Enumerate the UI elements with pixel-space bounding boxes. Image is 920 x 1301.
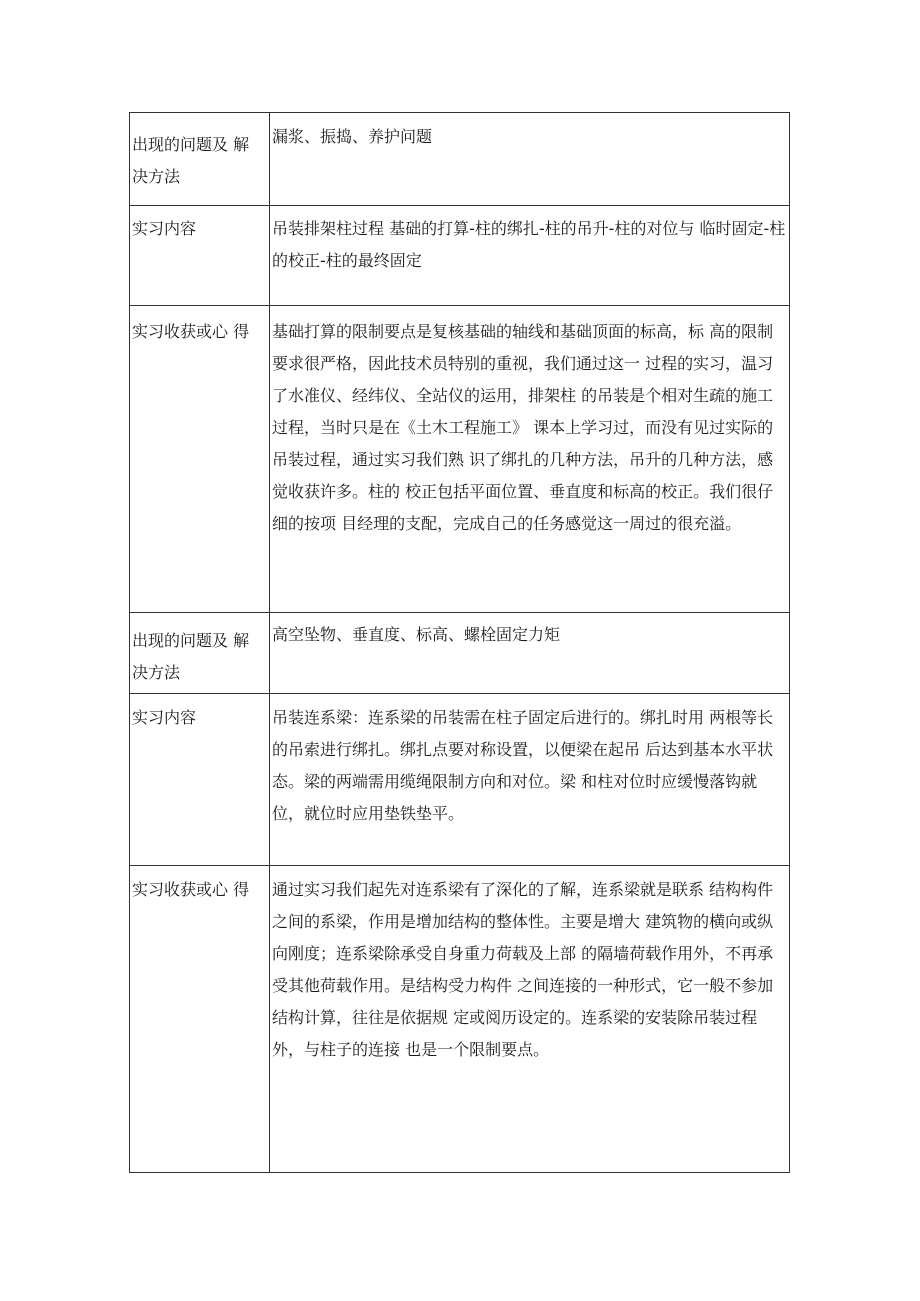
row-label (130, 113, 270, 206)
report-table-container (129, 112, 790, 1173)
internship-report-table (129, 112, 790, 1173)
row-content-text: 通过实习我们起先对连系梁有了深化的了解，连系梁就是联系 结构构件之间的系梁，作用是增加结构的整体性。主要是增大 建筑物的横向或纵向刚度；连系梁除承受自身重力荷载及上部 的隔墙荷载作用外，不再承受其他荷载作用。是结构受力构件 之间连接的一种形式，它一般不参加结构计算，往往是依据规 定或阅历设定的。连系梁的安装除吊装过程外，与柱子的连接 也是一个限制要点。 (272, 880, 774, 1059)
row-content (270, 613, 790, 694)
row-content (270, 306, 790, 613)
row-label-text: 实习收获或心 得 (132, 880, 250, 899)
row-content (270, 866, 790, 1173)
row-label-text: 出现的问题及 解决方法 (132, 135, 250, 186)
row-content-text: 吊装排架柱过程 基础的打算-柱的绑扎-柱的吊升-柱的对位与 临时固定-柱的校正-柱的最终固定 (272, 219, 786, 270)
row-content (270, 694, 790, 866)
row-content-text: 高空坠物、垂直度、标高、螺栓固定力矩 (272, 625, 561, 644)
row-content-text: 吊装连系梁：连系梁的吊装需在柱子固定后进行的。绑扎时用 两根等长的吊索进行绑扎。绑扎点要对称设置，以便梁在起吊 后达到基本水平状态。梁的两端需用缆绳限制方向和对位。梁 和柱对位时应缓慢落钩就位，就位时应用垫铁垫平。 (272, 708, 774, 823)
row-label (130, 306, 270, 613)
row-content-text: 漏浆、振捣、养护问题 (272, 127, 433, 146)
row-content (270, 206, 790, 306)
row-label (130, 206, 270, 306)
row-label (130, 694, 270, 866)
table-row (130, 866, 790, 1173)
row-label-text: 实习内容 (132, 708, 197, 727)
table-row (130, 613, 790, 694)
table-row (130, 113, 790, 206)
row-content (270, 113, 790, 206)
row-label (130, 866, 270, 1173)
table-row (130, 694, 790, 866)
row-label-text: 实习内容 (132, 219, 197, 238)
row-content-text: 基础打算的限制要点是复核基础的轴线和基础顶面的标高，标 高的限制要求很严格，因此技术员特别的重视，我们通过这一 过程的实习，温习了水准仪、经纬仪、全站仪的运用，排架柱 的吊装是个相对生疏的施工过程，当时只是在《土木工程施工》 课本上学习过，而没有见过实际的吊装过程，通过实习我们熟 识了绑扎的几种方法，吊升的几种方法，感觉收获许多。柱的 校正包括平面位置、垂直度和标高的校正。我们很仔细的按项 目经理的支配，完成自己的任务感觉这一周过的很充溢。 (272, 322, 774, 533)
row-label-text: 实习收获或心 得 (132, 322, 250, 341)
table-row (130, 206, 790, 306)
row-label (130, 613, 270, 694)
row-label-text: 出现的问题及 解决方法 (132, 631, 250, 682)
table-row (130, 306, 790, 613)
